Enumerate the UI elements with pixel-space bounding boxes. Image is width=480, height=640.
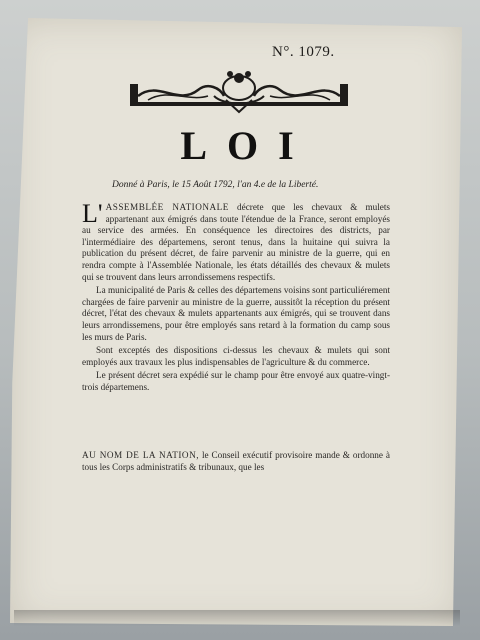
sheet-shadow bbox=[14, 610, 460, 626]
mandate-paragraph bbox=[82, 450, 390, 473]
paragraph-2: La municipalité de Paris & celles des départemens voisins sont particuliérement chargées de faire parvenir au ministre de la guerre, aussitôt la réception du présent décret, l'état des chevaux & mulets appartenants aux émigrés, qui se trouvent dans leurs arrondissemens, pour être employés sans retard à la formation du camp sous les murs de Paris. bbox=[82, 285, 390, 342]
paragraph-4: Le présent décret sera expédié sur le champ pour être envoyé aux quatre-vingt-trois départemens. bbox=[82, 370, 390, 392]
decorative-headpiece-icon bbox=[128, 66, 350, 118]
mandate-opening: AU NOM DE LA NATION, bbox=[82, 450, 199, 460]
decree-body bbox=[82, 199, 390, 396]
paragraph-1-text: décrete que les chevaux & mulets appartenant aux émigrés dans toute l'étendue de la France, seront employés au service des armées. En conséquence les directoires des districts, par l'intermédiaire des départemens, seront tenus, dans la huitaine qui suivra la publication du présent décret, de faire parvenir au ministre de la guerre, qui en rendra compte à l'Assemblée Nationale, les états détaillés des chevaux & mulets qui se trouvent dans leurs arrondissemens respectifs. bbox=[82, 202, 390, 282]
law-title: LOI bbox=[180, 123, 314, 168]
mandate-text: le Conseil exécutif provisoire mande & ordonne à tous les Corps administratifs & tribunaux, que les bbox=[82, 450, 390, 472]
paragraph-3: Sont exceptés des dispositions ci-dessus les chevaux & mulets qui sont employés aux travaux les plus indispensables de l'agriculture & du commerce. bbox=[82, 345, 390, 367]
assembly-name: ASSEMBLÉE NATIONALE bbox=[105, 202, 229, 212]
document-number: N°. 1079. bbox=[272, 44, 335, 60]
dateline: Donné à Paris, le 15 Août 1792, l'an 4.e de la Liberté. bbox=[112, 180, 319, 190]
paragraph-1 bbox=[82, 199, 390, 283]
drop-cap: L' bbox=[82, 199, 103, 228]
